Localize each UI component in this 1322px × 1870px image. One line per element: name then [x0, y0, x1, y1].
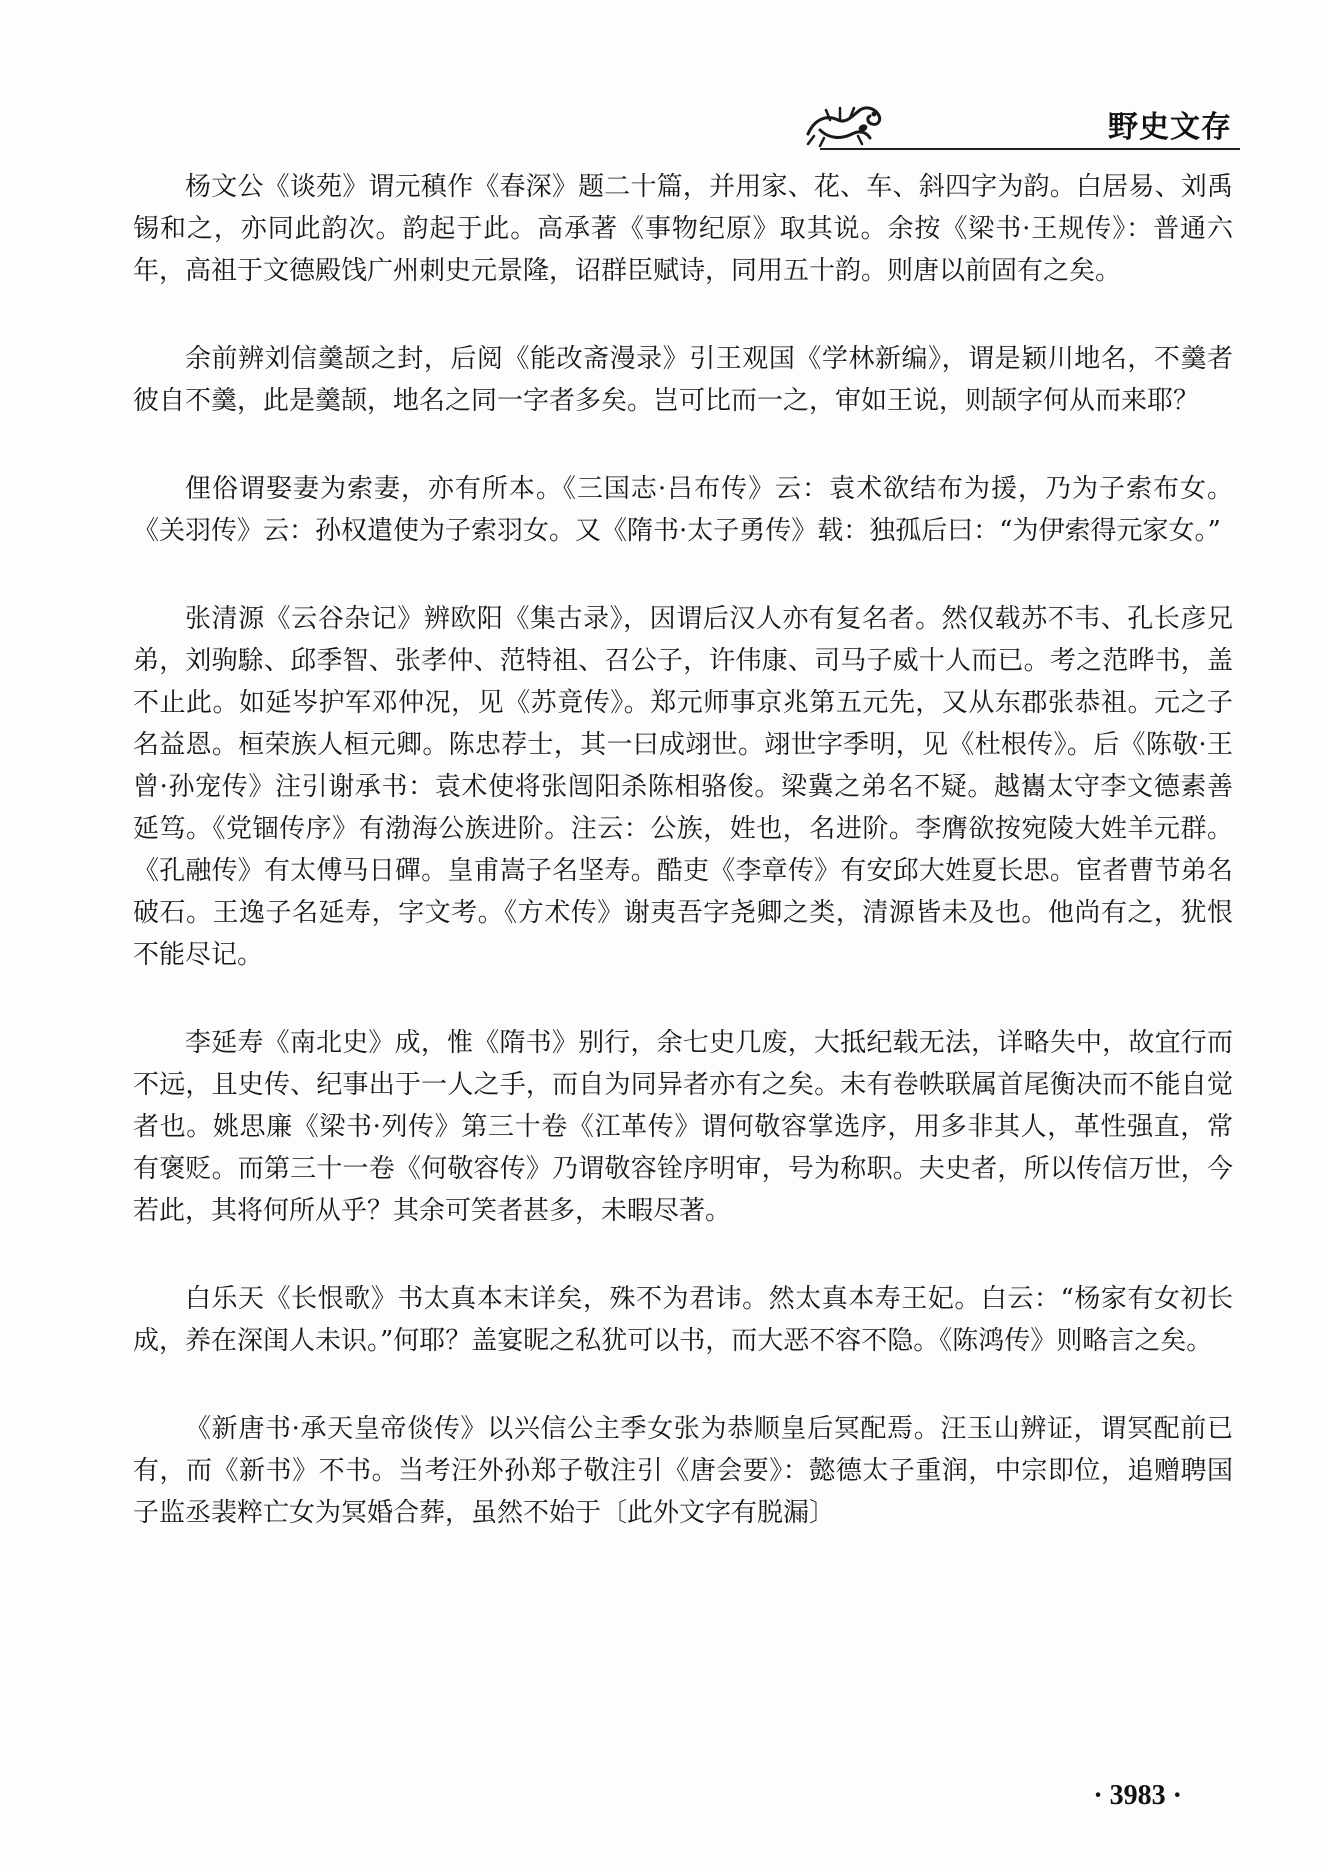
paragraph: 俚俗谓娶妻为索妻，亦有所本。《三国志·吕布传》云：袁术欲结布为援，乃为子索布女。《关羽传》云：孙权遣使为子索羽女。又《隋书·太子勇传》载：独孤后曰：“为伊索得元家女。”: [133, 474, 1233, 546]
book-title: 野史文存: [1108, 110, 1232, 145]
paragraph: 张清源《云谷杂记》辨欧阳《集古录》，因谓后汉人亦有复名者。然仅载苏不韦、孔长彦兄弟，刘驹駼、邱季智、张孝仲、范特祖、召公子，许伟康、司马子威十人而已。考之范晔书，盖不止此。如延岑护军邓仲况，见《苏竟传》。郑元师事京兆第五元先，又从东郡张恭祖。元之子名益恩。桓荣族人桓元卿。陈忠荐士，其一曰成翊世。翊世字季明，见《杜根传》。后《陈敬·王曾·孙宠传》注引谢承书：袁术使将张闿阳杀陈相骆俊。梁冀之弟名不疑。越巂太守李文德素善延笃。《党锢传序》有渤海公族进阶。注云：公族，姓也，名进阶。李膺欲按宛陵大姓羊元群。《孔融传》有太傅马日磾。皇甫嵩子名坚寿。酷吏《李章传》有安邱大姓夏长思。宦者曹节弟名破石。王逸子名延寿，字文考。《方术传》谢夷吾字尧卿之类，清源皆未及也。他尚有之，犹恨不能尽记。: [133, 604, 1233, 970]
page-number: · 3983 ·: [1093, 1780, 1182, 1811]
paragraph: 《新唐书·承天皇帝倓传》以兴信公主季女张为恭顺皇后冥配焉。汪玉山辨证，谓冥配前已有，而《新书》不书。当考汪外孙郑子敬注引《唐会要》：懿德太子重润，中宗即位，追赠聘国子监丞裴粹亡女为冥婚合葬，虽然不始于〔此外文字有脱漏〕: [133, 1414, 1233, 1528]
paragraph: 余前辨刘信羹颉之封，后阅《能改斋漫录》引王观国《学林新编》，谓是颖川地名，不羹者彼自不羹，此是羹颉，地名之同一字者多矣。岂可比而一之，审如王说，则颉字何从而来耶？: [133, 344, 1233, 416]
paragraph: 杨文公《谈苑》谓元稹作《春深》题二十篇，并用家、花、车、斜四字为韵。白居易、刘禹锡和之，亦同此韵次。韵起于此。高承著《事物纪原》取其说。余按《梁书·王规传》：普通六年，高祖于文德殿饯广州刺史元景隆，诏群臣赋诗，同用五十韵。则唐以前固有之矣。: [133, 172, 1233, 286]
body-text: [133, 166, 1233, 1580]
paragraph: 李延寿《南北史》成，惟《隋书》别行，余七史几废，大抵纪载无法，详略失中，故宜行而不远，且史传、纪事出于一人之手，而自为同异者亦有之矣。未有卷帙联属首尾衡决而不能自觉者也。姚思廉《梁书·列传》第三十卷《江革传》谓何敬容掌选序，用多非其人，革性强直，常有褒贬。而第三十一卷《何敬容传》乃谓敬容铨序明审，号为称职。夫史者，所以传信万世，今若此，其将何所从乎？其余可笑者甚多，未暇尽著。: [133, 1028, 1233, 1226]
paragraph: 白乐天《长恨歌》书太真本末详矣，殊不为君讳。然太真本寿王妃。白云：“杨家有女初长成，养在深闺人未识。”何耶？盖宴昵之私犹可以书，而大恶不容不隐。《陈鸿传》则略言之矣。: [133, 1284, 1233, 1356]
dragon-icon: [800, 90, 890, 150]
running-header: [800, 80, 1240, 160]
header-rule: [820, 148, 1240, 150]
